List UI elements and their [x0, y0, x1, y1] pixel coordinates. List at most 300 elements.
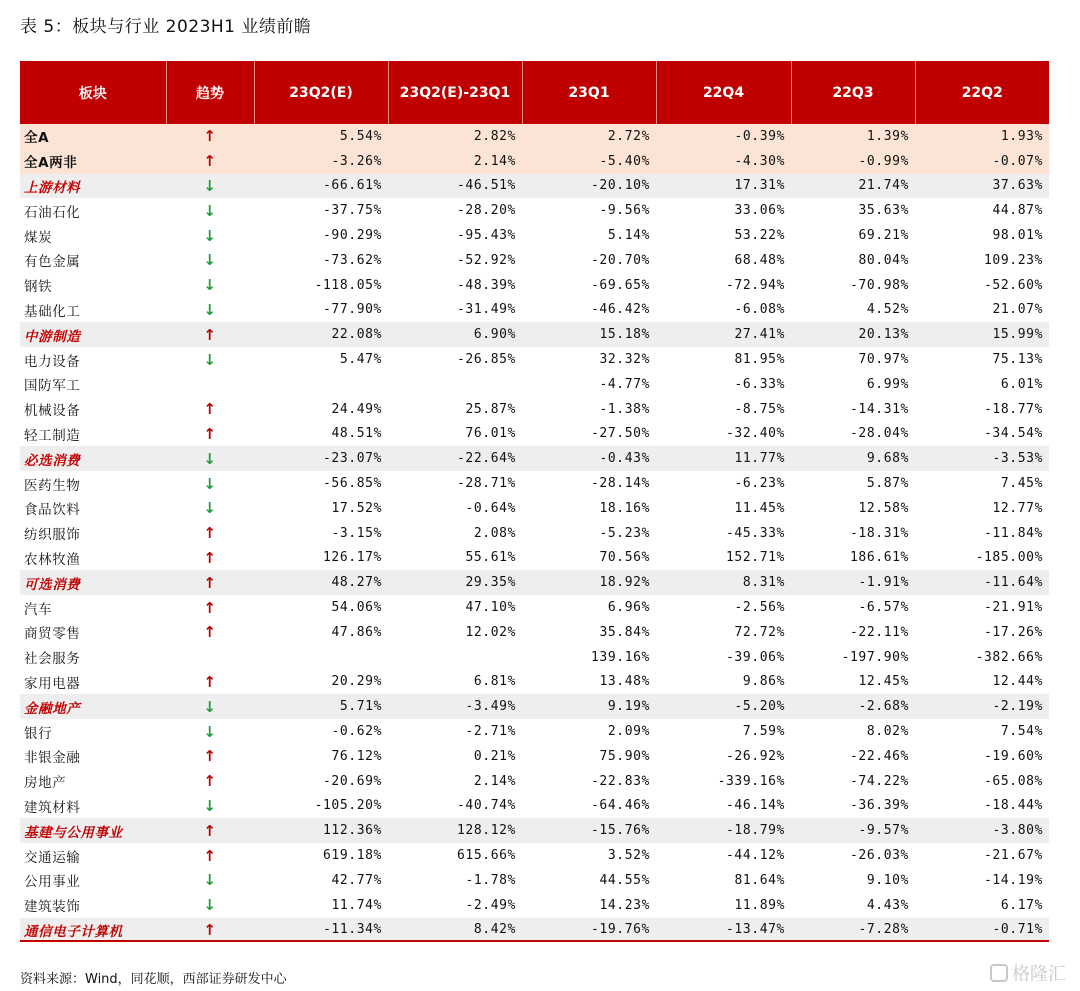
value-cell: -36.39% [850, 798, 909, 814]
sector-name: 社会服务 [24, 651, 81, 668]
sector-name: 通信电子计算机 [20, 918, 166, 943]
value-cell: -26.03% [850, 848, 909, 863]
value-cell: 5.47% [339, 352, 382, 368]
value-cell: -56.85% [323, 476, 382, 492]
value-cell: 6.81% [473, 674, 516, 690]
sector-name: 房地产 [24, 775, 67, 792]
sector-name: 建筑装饰 [24, 899, 81, 916]
value-cell: 35.63% [858, 203, 909, 219]
value-cell: 126.17% [323, 550, 382, 566]
value-cell: -70.98% [850, 277, 909, 293]
value-cell: 70.97% [858, 352, 909, 368]
value-cell: 109.23% [984, 252, 1043, 268]
value-cell: 11.77% [656, 446, 791, 471]
value-cell: -46.42% [591, 302, 650, 318]
arrow-up-icon: ↑ [203, 424, 217, 443]
market-total-row [20, 149, 1049, 174]
value-cell: -5.23% [599, 525, 650, 541]
value-cell: -0.71% [915, 918, 1049, 943]
value-cell: -1.91% [791, 570, 915, 595]
value-cell: -46.14% [726, 798, 785, 814]
value-cell: 22.08% [254, 322, 388, 347]
value-cell: -72.94% [726, 277, 785, 293]
trend-empty [166, 645, 254, 670]
table-row [20, 496, 1049, 521]
value-cell: -9.57% [791, 818, 915, 843]
value-cell: -0.43% [522, 446, 656, 471]
table-row [20, 521, 1049, 546]
value-cell: 4.43% [866, 897, 909, 913]
value-cell: 44.55% [599, 872, 650, 888]
table-row [20, 744, 1049, 769]
value-cell: 9.86% [742, 674, 785, 690]
value-cell: -1.78% [465, 872, 516, 888]
arrow-up-icon: ↑ [166, 570, 254, 595]
table-row [20, 372, 1049, 397]
value-cell: -18.79% [656, 818, 791, 843]
sector-name: 非银金融 [24, 750, 81, 767]
value-cell: 9.19% [522, 694, 656, 719]
value-cell: 152.71% [726, 550, 785, 566]
value-cell: 14.23% [599, 897, 650, 913]
value-cell: 35.84% [599, 624, 650, 640]
table-bottom-rule [20, 940, 1049, 942]
sector-name: 有色金属 [24, 254, 81, 271]
sector-group-row [20, 174, 1049, 199]
table-row [20, 397, 1049, 422]
watermark-text: 格隆汇 [1012, 964, 1066, 985]
arrow-up-icon: ↑ [203, 623, 217, 642]
value-cell: 48.27% [254, 570, 388, 595]
sector-name: 煤炭 [24, 229, 53, 246]
value-cell: -11.34% [254, 918, 388, 943]
value-cell: -6.08% [734, 302, 785, 318]
value-cell: -2.68% [791, 694, 915, 719]
sector-group-row [20, 694, 1049, 719]
value-cell: -118.05% [314, 277, 382, 293]
value-cell: 6.17% [1000, 897, 1043, 913]
arrow-up-icon: ↑ [166, 918, 254, 943]
value-cell: -44.12% [726, 848, 785, 863]
value-cell: 2.14% [473, 773, 516, 789]
sector-name: 银行 [24, 725, 53, 742]
sector-name: 食品饮料 [24, 502, 81, 519]
value-cell: -4.77% [599, 376, 650, 392]
value-cell: -22.64% [388, 446, 522, 471]
value-cell: -20.70% [591, 252, 650, 268]
sector-name: 国防军工 [24, 378, 81, 395]
value-cell: 72.72% [734, 624, 785, 640]
value-cell: -28.14% [591, 476, 650, 492]
arrow-down-icon: ↓ [166, 694, 254, 719]
value-cell: -5.20% [656, 694, 791, 719]
table-row [20, 645, 1049, 670]
header-22q2: 22Q2 [915, 61, 1049, 124]
arrow-up-icon: ↑ [203, 772, 217, 791]
value-cell: 18.16% [599, 500, 650, 516]
value-cell: 15.18% [522, 322, 656, 347]
table-row [20, 893, 1049, 918]
arrow-up-icon: ↑ [203, 846, 217, 865]
sector-group-row [20, 918, 1049, 943]
value-cell: -2.71% [465, 724, 516, 740]
value-cell: -18.77% [984, 401, 1043, 417]
value-cell: -28.71% [457, 476, 516, 492]
value-cell: 29.35% [388, 570, 522, 595]
value-cell: -2.56% [734, 600, 785, 616]
value-cell: -28.04% [850, 426, 909, 442]
arrow-down-icon: ↓ [203, 499, 217, 518]
earnings-table [20, 61, 1049, 942]
watermark [990, 960, 1066, 986]
arrow-down-icon: ↓ [203, 300, 217, 319]
arrow-up-icon: ↑ [203, 598, 217, 617]
table-row [20, 868, 1049, 893]
value-cell: -22.46% [850, 748, 909, 764]
value-cell: -27.50% [591, 426, 650, 442]
value-cell: -74.22% [850, 773, 909, 789]
value-cell: 17.31% [656, 174, 791, 199]
sector-name: 建筑材料 [24, 799, 81, 816]
sector-name: 电力设备 [24, 353, 81, 370]
value-cell: 5.14% [607, 228, 650, 244]
sector-name: 必选消费 [20, 446, 166, 471]
value-cell: -3.15% [331, 525, 382, 541]
value-cell: 6.90% [388, 322, 522, 347]
arrow-up-icon: ↑ [166, 322, 254, 347]
value-cell: -1.38% [599, 401, 650, 417]
value-cell: 17.52% [331, 500, 382, 516]
value-cell: -19.60% [984, 748, 1043, 764]
arrow-up-icon: ↑ [203, 400, 217, 419]
value-cell: -64.46% [591, 798, 650, 814]
sector-name: 石油石化 [24, 204, 81, 221]
value-cell: -77.90% [323, 302, 382, 318]
sector-group-row [20, 818, 1049, 843]
value-cell: 24.49% [331, 401, 382, 417]
value-cell: -19.76% [522, 918, 656, 943]
value-cell: -39.06% [726, 649, 785, 665]
value-cell: -15.76% [522, 818, 656, 843]
arrow-down-icon: ↓ [203, 201, 217, 220]
value-cell: -26.85% [457, 352, 516, 368]
value-cell: 20.29% [331, 674, 382, 690]
value-cell: 11.45% [734, 500, 785, 516]
value-cell: 12.44% [992, 674, 1043, 690]
value-cell: 21.07% [992, 302, 1043, 318]
value-cell: 69.21% [858, 228, 909, 244]
value-cell: -0.99% [791, 149, 915, 174]
value-cell: -21.67% [984, 848, 1043, 863]
value-cell: -5.40% [522, 149, 656, 174]
value-cell: -14.19% [984, 872, 1043, 888]
value-cell: -20.69% [323, 773, 382, 789]
value-cell: 3.52% [607, 848, 650, 863]
value-cell: 47.10% [465, 600, 516, 616]
value-cell: 1.93% [915, 124, 1049, 149]
header-sector: 板块 [78, 85, 107, 102]
header-trend: 趋势 [166, 61, 254, 124]
value-cell: -9.56% [599, 203, 650, 219]
arrow-down-icon: ↓ [203, 722, 217, 741]
value-cell: 186.61% [850, 550, 909, 566]
value-cell: 25.87% [465, 401, 516, 417]
value-cell: -7.28% [791, 918, 915, 943]
value-cell: -0.39% [656, 124, 791, 149]
value-cell: 37.63% [915, 174, 1049, 199]
value-cell: 42.77% [331, 872, 382, 888]
value-cell: 98.01% [992, 228, 1043, 244]
table-row [20, 719, 1049, 744]
table-row [20, 422, 1049, 447]
value-cell: 12.02% [465, 624, 516, 640]
value-cell: 76.12% [331, 748, 382, 764]
value-cell: 2.09% [607, 724, 650, 740]
value-cell: 12.45% [858, 674, 909, 690]
value-cell: -382.66% [975, 649, 1043, 665]
sector-name: 基建与公用事业 [20, 818, 166, 843]
value-cell: -3.53% [915, 446, 1049, 471]
value-cell: 139.16% [591, 649, 650, 665]
value-cell: 2.82% [388, 124, 522, 149]
table-row [20, 546, 1049, 571]
table-row [20, 298, 1049, 323]
sector-name: 轻工制造 [24, 427, 81, 444]
value-cell: -20.10% [522, 174, 656, 199]
value-cell [254, 645, 388, 670]
value-cell: 75.13% [992, 352, 1043, 368]
arrow-down-icon: ↓ [203, 871, 217, 890]
value-cell: 54.06% [331, 600, 382, 616]
value-cell: -66.61% [254, 174, 388, 199]
value-cell: 20.13% [791, 322, 915, 347]
value-cell: 9.10% [866, 872, 909, 888]
value-cell: 81.95% [734, 352, 785, 368]
value-cell: -105.20% [314, 798, 382, 814]
value-cell: -197.90% [841, 649, 909, 665]
value-cell: 1.39% [791, 124, 915, 149]
value-cell: -13.47% [656, 918, 791, 943]
value-cell: -14.31% [850, 401, 909, 417]
value-cell: -17.26% [984, 624, 1043, 640]
value-cell: -0.07% [915, 149, 1049, 174]
value-cell: 619.18% [323, 848, 382, 863]
value-cell [388, 372, 522, 397]
value-cell: 4.52% [866, 302, 909, 318]
arrow-up-icon: ↑ [166, 124, 254, 149]
value-cell: 13.48% [599, 674, 650, 690]
value-cell: 11.74% [331, 897, 382, 913]
value-cell: -32.40% [726, 426, 785, 442]
arrow-up-icon: ↑ [166, 149, 254, 174]
sector-name: 汽车 [24, 601, 53, 618]
value-cell: 21.74% [791, 174, 915, 199]
value-cell: -0.62% [331, 724, 382, 740]
table-caption: 表 5：板块与行业 2023H1 业绩前瞻 [20, 17, 312, 37]
value-cell: -185.00% [975, 550, 1043, 566]
value-cell: -4.30% [656, 149, 791, 174]
value-cell: 2.72% [522, 124, 656, 149]
value-cell: -90.29% [323, 228, 382, 244]
sector-name: 金融地产 [20, 694, 166, 719]
sector-name: 上游材料 [20, 174, 166, 199]
value-cell: -2.19% [915, 694, 1049, 719]
value-cell: -2.49% [465, 897, 516, 913]
value-cell: -0.64% [465, 500, 516, 516]
arrow-down-icon: ↓ [203, 474, 217, 493]
value-cell: -22.83% [591, 773, 650, 789]
value-cell: -31.49% [457, 302, 516, 318]
value-cell: 12.77% [992, 500, 1043, 516]
sector-group-row [20, 446, 1049, 471]
value-cell: 68.48% [734, 252, 785, 268]
arrow-up-icon: ↑ [203, 672, 217, 691]
sector-name: 钢铁 [24, 279, 53, 296]
sector-group-row [20, 322, 1049, 347]
value-cell: -3.26% [254, 149, 388, 174]
sector-name: 机械设备 [24, 403, 81, 420]
sector-name: 交通运输 [24, 849, 81, 866]
value-cell: 7.54% [1000, 724, 1043, 740]
value-cell: 48.51% [331, 426, 382, 442]
arrow-down-icon: ↓ [203, 226, 217, 245]
value-cell: 6.96% [607, 600, 650, 616]
value-cell: -6.33% [734, 376, 785, 392]
arrow-down-icon: ↓ [203, 796, 217, 815]
value-cell: 615.66% [457, 848, 516, 863]
value-cell: -3.80% [915, 818, 1049, 843]
sector-name: 全A [20, 124, 166, 149]
table-row [20, 843, 1049, 868]
header-23q2e-diff: 23Q2(E)-23Q1 [388, 61, 522, 124]
value-cell: 8.42% [388, 918, 522, 943]
value-cell: 47.86% [331, 624, 382, 640]
value-cell: -28.20% [457, 203, 516, 219]
value-cell: -22.11% [850, 624, 909, 640]
value-cell: 2.08% [473, 525, 516, 541]
arrow-down-icon: ↓ [203, 350, 217, 369]
sector-name: 中游制造 [20, 322, 166, 347]
value-cell: 6.01% [1000, 376, 1043, 392]
value-cell: 7.45% [1000, 476, 1043, 492]
value-cell: -95.43% [457, 228, 516, 244]
value-cell: -6.23% [734, 476, 785, 492]
value-cell: -18.31% [850, 525, 909, 541]
value-cell: -65.08% [984, 773, 1043, 789]
value-cell: 75.90% [599, 748, 650, 764]
watermark-logo-icon [990, 964, 1008, 982]
table-row [20, 471, 1049, 496]
value-cell: 53.22% [734, 228, 785, 244]
value-cell: 18.92% [522, 570, 656, 595]
value-cell: -18.44% [984, 798, 1043, 814]
value-cell: -26.92% [726, 748, 785, 764]
value-cell: 55.61% [465, 550, 516, 566]
market-total-row [20, 124, 1049, 149]
value-cell: -8.75% [734, 401, 785, 417]
value-cell: 11.89% [734, 897, 785, 913]
table-row [20, 769, 1049, 794]
value-cell: -3.49% [388, 694, 522, 719]
value-cell: 32.32% [599, 352, 650, 368]
value-cell: -40.74% [457, 798, 516, 814]
value-cell [388, 645, 522, 670]
sector-name: 可选消费 [20, 570, 166, 595]
source-note: 资料来源：Wind，同花顺，西部证券研发中心 [20, 972, 287, 987]
value-cell: -69.65% [591, 277, 650, 293]
value-cell: -339.16% [717, 773, 785, 789]
sector-name: 全A两非 [20, 149, 166, 174]
header-22q4: 22Q4 [656, 61, 791, 124]
table-row [20, 620, 1049, 645]
table-row [20, 347, 1049, 372]
value-cell: 8.02% [866, 724, 909, 740]
table-row [20, 794, 1049, 819]
table-row [20, 670, 1049, 695]
value-cell: -46.51% [388, 174, 522, 199]
header-22q3: 22Q3 [791, 61, 915, 124]
table-row [20, 273, 1049, 298]
value-cell: 128.12% [388, 818, 522, 843]
value-cell: 5.54% [254, 124, 388, 149]
trend-empty [166, 372, 254, 397]
value-cell: 0.21% [473, 748, 516, 764]
value-cell: 9.68% [791, 446, 915, 471]
value-cell: -23.07% [254, 446, 388, 471]
value-cell: -21.91% [984, 600, 1043, 616]
value-cell: -11.64% [915, 570, 1049, 595]
sector-name: 家用电器 [24, 675, 81, 692]
value-cell: 5.71% [254, 694, 388, 719]
value-cell: 8.31% [656, 570, 791, 595]
value-cell: 15.99% [915, 322, 1049, 347]
sector-group-row [20, 570, 1049, 595]
header-row [20, 61, 1049, 124]
value-cell: -48.39% [457, 277, 516, 293]
value-cell: 44.87% [992, 203, 1043, 219]
arrow-down-icon: ↓ [166, 446, 254, 471]
value-cell: -52.92% [457, 252, 516, 268]
arrow-down-icon: ↓ [203, 251, 217, 270]
value-cell: -52.60% [984, 277, 1043, 293]
sector-name: 农林牧渔 [24, 551, 81, 568]
value-cell: 80.04% [858, 252, 909, 268]
value-cell: 112.36% [254, 818, 388, 843]
header-23q1: 23Q1 [522, 61, 656, 124]
arrow-down-icon: ↓ [203, 276, 217, 295]
value-cell: 6.99% [866, 376, 909, 392]
sector-name: 公用事业 [24, 874, 81, 891]
table-row [20, 223, 1049, 248]
value-cell: 7.59% [742, 724, 785, 740]
arrow-up-icon: ↑ [203, 524, 217, 543]
sector-name: 医药生物 [24, 477, 81, 494]
arrow-up-icon: ↑ [203, 747, 217, 766]
value-cell: -37.75% [323, 203, 382, 219]
value-cell: -6.57% [858, 600, 909, 616]
value-cell [254, 372, 388, 397]
sector-name: 商贸零售 [24, 626, 81, 643]
value-cell: -73.62% [323, 252, 382, 268]
arrow-up-icon: ↑ [203, 548, 217, 567]
arrow-down-icon: ↓ [166, 174, 254, 199]
value-cell: -34.54% [984, 426, 1043, 442]
arrow-down-icon: ↓ [203, 896, 217, 915]
value-cell: 81.64% [734, 872, 785, 888]
value-cell: 27.41% [656, 322, 791, 347]
value-cell: -11.84% [984, 525, 1043, 541]
value-cell: 33.06% [734, 203, 785, 219]
